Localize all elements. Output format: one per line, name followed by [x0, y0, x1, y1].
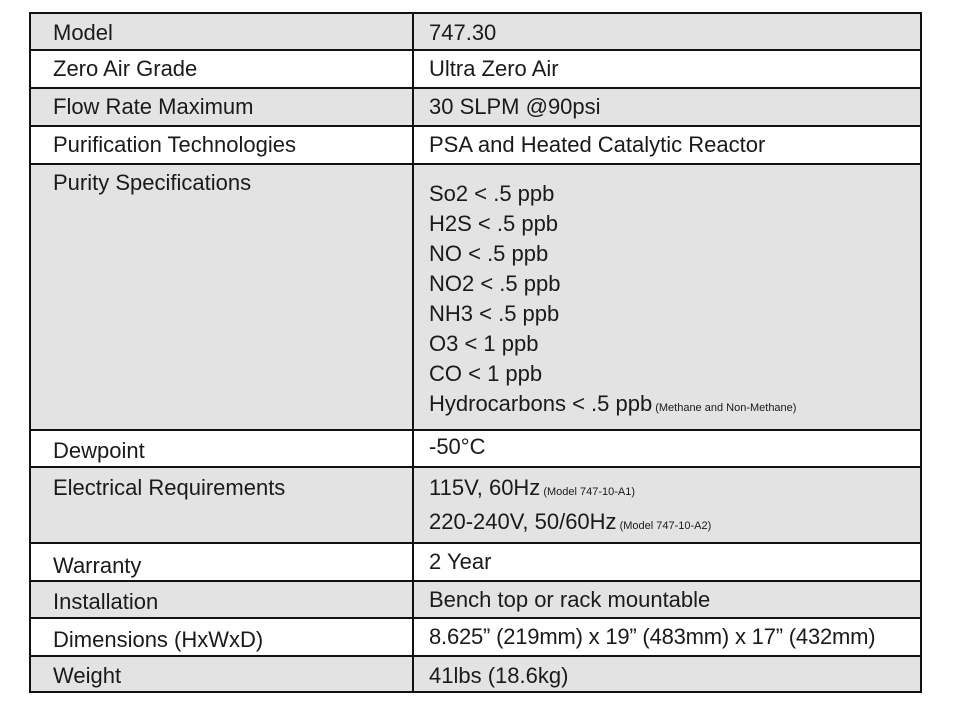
purity-line: So2 < .5 ppb [429, 181, 555, 206]
installation-label: Installation [30, 581, 413, 618]
zero-air-grade-label: Zero Air Grade [30, 50, 413, 88]
table-row-installation [30, 581, 921, 618]
purity-list [429, 165, 920, 419]
purity-line: NH3 < .5 ppb [429, 301, 560, 326]
purification-value: PSA and Heated Catalytic Reactor [413, 126, 921, 164]
weight-label: Weight [30, 656, 413, 692]
purity-line: H2S < .5 ppb [429, 211, 559, 236]
zero-air-grade-value: Ultra Zero Air [413, 50, 921, 88]
electrical-line-2-note: (Model 747-10-A2) [619, 520, 712, 532]
purity-line: NO < .5 ppb [429, 241, 549, 266]
specifications-table [29, 12, 922, 693]
purity-line: CO < 1 ppb [429, 361, 543, 386]
electrical-line-1-text: 115V, 60Hz [429, 475, 541, 500]
flow-rate-label: Flow Rate Maximum [30, 88, 413, 126]
table-row-electrical [30, 467, 921, 543]
purity-value [413, 164, 921, 430]
table-row-zero-air-grade [30, 50, 921, 88]
electrical-line-2-text: 220-240V, 50/60Hz [429, 509, 617, 534]
table-row-purification [30, 126, 921, 164]
purity-line: O3 < 1 ppb [429, 331, 539, 356]
purity-line: NO2 < .5 ppb [429, 271, 561, 296]
electrical-value [413, 467, 921, 543]
purification-label: Purification Technologies [30, 126, 413, 164]
electrical-label: Electrical Requirements [30, 467, 413, 543]
model-label: Model [30, 13, 413, 50]
electrical-line-1-note: (Model 747-10-A1) [543, 486, 636, 498]
hydrocarbons-note: (Methane and Non-Methane) [655, 402, 797, 414]
dewpoint-value: -50°C [413, 430, 921, 467]
table-row-dewpoint [30, 430, 921, 467]
warranty-label: Warranty [30, 543, 413, 581]
weight-value: 41lbs (18.6kg) [413, 656, 921, 692]
table-row-weight [30, 656, 921, 692]
hydrocarbons-text: Hydrocarbons < .5 ppb [429, 391, 653, 416]
dimensions-value: 8.625” (219mm) x 19” (483mm) x 17” (432mm) [413, 618, 921, 656]
purity-label: Purity Specifications [30, 164, 413, 430]
dimensions-label: Dimensions (HxWxD) [30, 618, 413, 656]
installation-value: Bench top or rack mountable [413, 581, 921, 618]
table-row-warranty [30, 543, 921, 581]
table-row-purity [30, 164, 921, 430]
table-row-dimensions [30, 618, 921, 656]
electrical-line-1 [429, 472, 920, 504]
table-row-model [30, 13, 921, 50]
warranty-value: 2 Year [413, 543, 921, 581]
table-row-flow-rate [30, 88, 921, 126]
purity-line-hydrocarbons [429, 389, 920, 419]
dewpoint-label: Dewpoint [30, 430, 413, 467]
electrical-line-2 [429, 504, 920, 540]
model-value: 747.30 [413, 13, 921, 50]
flow-rate-value: 30 SLPM @90psi [413, 88, 921, 126]
